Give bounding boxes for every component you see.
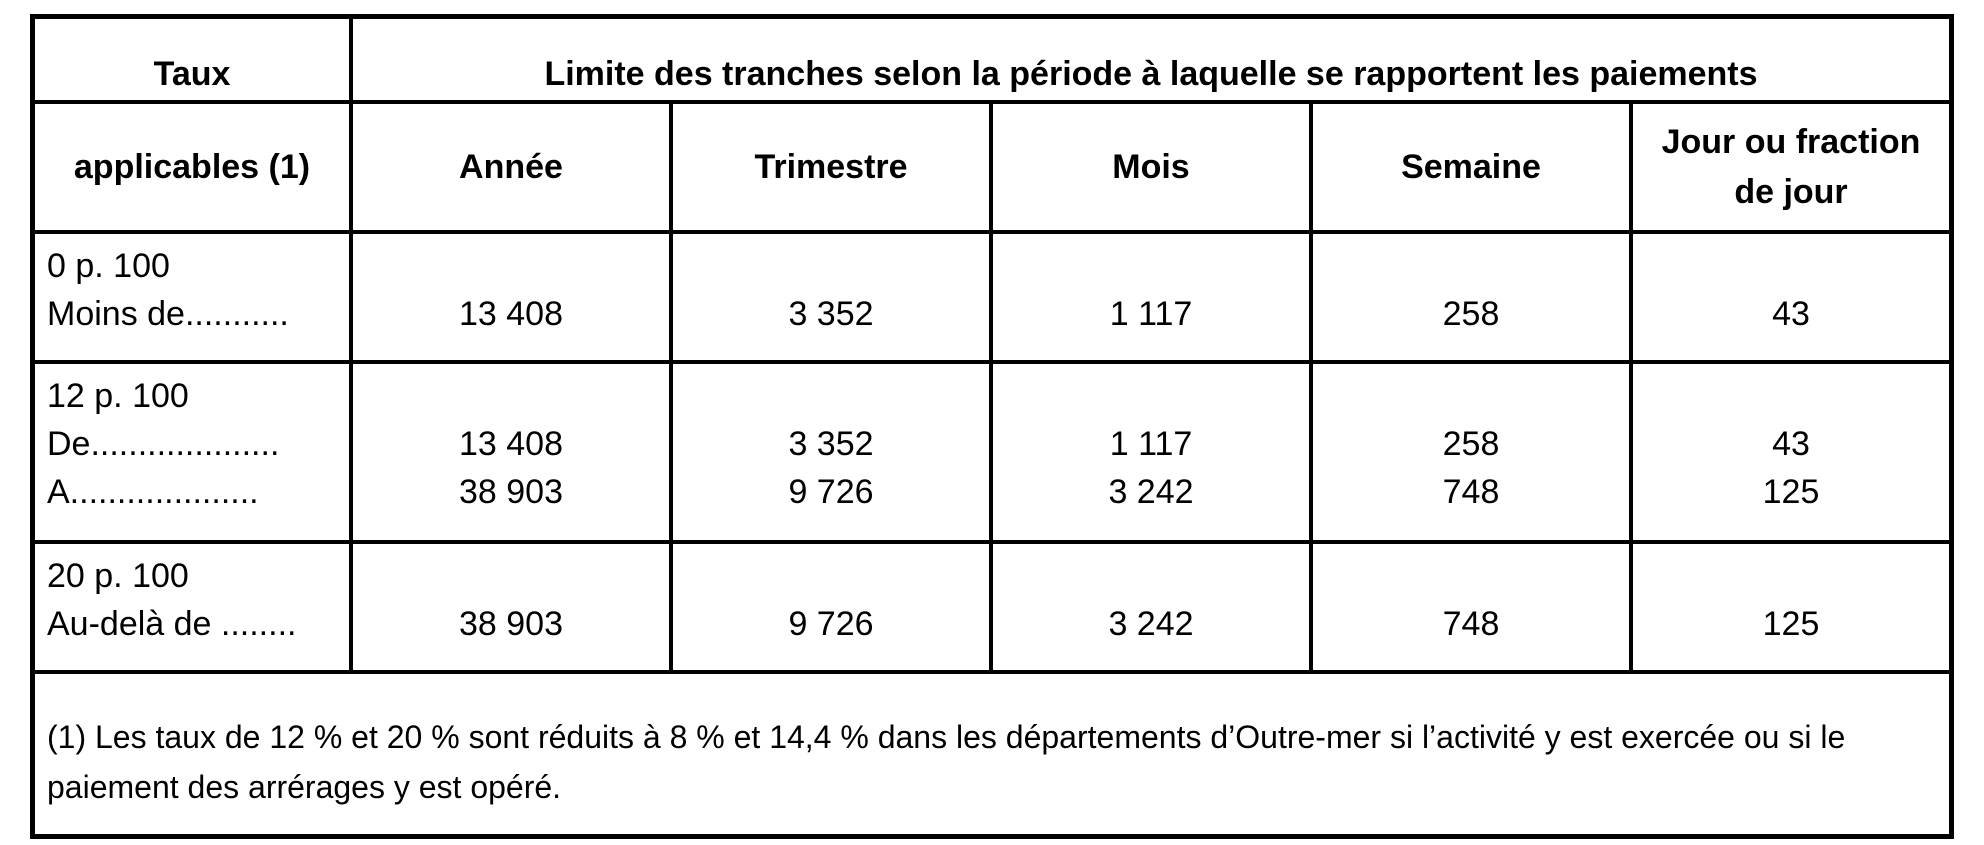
cell-annee (351, 542, 671, 672)
cell-jour (1631, 542, 1949, 672)
column-header-jour-line-1: Jour ou fraction (1661, 123, 1921, 161)
header-row-1 (35, 19, 1949, 102)
cell-value: 1 117 (1109, 295, 1193, 333)
table-row (35, 542, 1949, 672)
header-row-2 (35, 102, 1949, 232)
cell-value: 125 (1762, 473, 1820, 511)
cell-semaine (1311, 542, 1631, 672)
rate-bound-label: A.................... (47, 473, 259, 511)
cell-annee (351, 232, 671, 362)
cell-value: 9 726 (788, 605, 874, 643)
cell-value: 9 726 (788, 473, 874, 511)
cell-mois (991, 232, 1311, 362)
period-span-header: Limite des tranches selon la période à laquelle se rapportent les paiements (351, 19, 1949, 102)
cell-value: 3 352 (788, 425, 874, 463)
rate-cell (35, 362, 351, 542)
rate-cell (35, 542, 351, 672)
cell-value: 1 117 (1109, 425, 1193, 463)
column-header-jour (1631, 102, 1949, 232)
cell-trimestre (671, 362, 991, 542)
rate-bound-label: Au-delà de ........ (47, 605, 297, 643)
tax-bracket-table (35, 19, 1949, 674)
cell-value: 13 408 (459, 295, 563, 333)
rate-bound-label: Moins de........... (47, 295, 289, 333)
cell-value: 3 242 (1108, 473, 1194, 511)
cell-mois (991, 362, 1311, 542)
cell-value: 43 (1772, 295, 1810, 333)
cell-value: 13 408 (459, 425, 563, 463)
table-row (35, 362, 1949, 542)
table-row (35, 232, 1949, 362)
cell-semaine (1311, 362, 1631, 542)
cell-jour (1631, 362, 1949, 542)
cell-value: 43 (1772, 425, 1810, 463)
cell-value: 38 903 (459, 473, 563, 511)
cell-trimestre (671, 542, 991, 672)
cell-value: 258 (1442, 295, 1500, 333)
cell-semaine (1311, 232, 1631, 362)
cell-annee (351, 362, 671, 542)
column-header-mois: Mois (991, 102, 1311, 232)
rate-header-top: Taux (35, 19, 351, 102)
column-header-jour-line-2: de jour (1734, 173, 1848, 211)
cell-value: 3 352 (788, 295, 874, 333)
cell-value: 258 (1442, 425, 1500, 463)
rate-value: 20 p. 100 (47, 557, 189, 595)
rate-bound-label: De.................... (47, 425, 280, 463)
rate-header-bottom: applicables (1) (35, 102, 351, 232)
column-header-semaine: Semaine (1311, 102, 1631, 232)
rate-value: 0 p. 100 (47, 247, 170, 285)
cell-trimestre (671, 232, 991, 362)
cell-value: 748 (1442, 473, 1500, 511)
cell-mois (991, 542, 1311, 672)
footnote: (1) Les taux de 12 % et 20 % sont réduits à 8 % et 14,4 % dans les départements d’Outre-mer si l’activité y est exercée ou si le paiement des arrérages y est opéré. (47, 719, 1846, 805)
cell-value: 38 903 (459, 605, 563, 643)
cell-value: 125 (1762, 605, 1820, 643)
rate-cell (35, 232, 351, 362)
column-header-annee: Année (351, 102, 671, 232)
cell-jour (1631, 232, 1949, 362)
tax-bracket-table-frame (30, 14, 1954, 839)
rate-value: 12 p. 100 (47, 377, 189, 415)
cell-value: 748 (1442, 605, 1500, 643)
cell-value: 3 242 (1108, 605, 1194, 643)
column-header-trimestre: Trimestre (671, 102, 991, 232)
